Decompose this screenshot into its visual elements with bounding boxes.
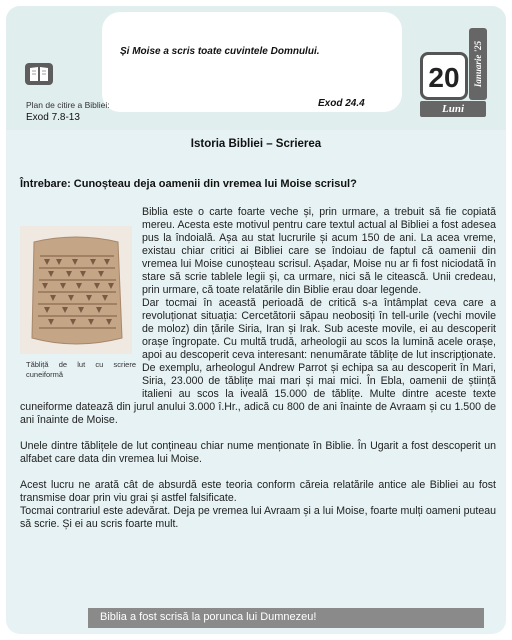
paragraph: Unele dintre tăblițele de lut conțineau chiar nume menționate în Biblie. În Ugarit a fost descoperit un alfabet care data din vremea lui Moise. bbox=[20, 440, 496, 465]
footer-text: Biblia a fost scrisă la porunca lui Dumnezeu! bbox=[100, 611, 317, 623]
figure bbox=[20, 226, 136, 394]
page-title: Istoria Bibliei – Scrierea bbox=[190, 138, 322, 150]
verse-reference: Exod 24.4 bbox=[318, 98, 365, 109]
question-heading: Întrebare: Cunoșteau deja oamenii din vremea lui Moise scrisul? bbox=[20, 178, 357, 190]
reading-plan-label: Plan de citire a Bibliei: bbox=[26, 100, 110, 110]
figure-caption: Tăbliță de lut cu scriere cuneiformă bbox=[26, 360, 136, 379]
paragraph: Tocmai contrariul este adevărat. Deja pe vremea lui Avraam și a lui Moise, foarte mulți oameni puteau să scrie. Și ei au scris foarte mult. bbox=[20, 505, 496, 530]
paragraph: Acest lucru ne arată cât de absurdă este teoria conform căreia relatările antice ale Bibliei au fost transmise doar prin viu grai și astfel falsificate. bbox=[20, 479, 496, 504]
article-body bbox=[20, 206, 496, 544]
paragraph-1-intro: Biblia este o carte foarte veche și, prin urmare, a trebuit să fie copiată mereu. Acesta este motivul pentru care textul actual al Bibliei a fost adesea pus la îndoială. Așa au stat lucrurile și acum 150 de ani. La acea vreme, existau chiar critici ai Bibliei care se îndoiau de faptul că oamenii din vremea lui Moise cunoșteau scrisul. Așadar, Moise nu ar fi fost niciodată în stare să scrie tablele legii și, ca urmare, nici să le citească. Unii credeau, prin urmare, că toate relatările din Biblie erau doar legende. bbox=[142, 206, 496, 296]
date-month bbox=[469, 28, 487, 100]
date-month-label: Ianuarie '25 bbox=[473, 40, 483, 88]
paragraph bbox=[20, 206, 496, 427]
verse-box bbox=[102, 12, 402, 112]
clay-tablet-image bbox=[20, 226, 132, 354]
verse-text: Și Moise a scris toate cuvintele Domnului. bbox=[120, 46, 320, 57]
open-book-icon bbox=[24, 62, 54, 86]
date-day: 20 bbox=[420, 52, 468, 100]
reading-plan-reference: Exod 7.8-13 bbox=[26, 112, 80, 123]
paragraph-1-continuation: Dar tocmai în această perioadă de critică s-a întâmplat ceva care a revoluționat situația: Cercetătorii săpau neobosiți în tell-urile (vechi movile de moloz) din țările Siria, Iran și Irak. Sub aceste movile, ei au descoperit orașe îngropate. Cu multă trudă, arheologii au scos la lumină acele orașe, apoi au descoperit ceva interesant: nenumărate tăblițe de lut inscripționate. De exemplu, arheologul Andrew Parrot și echipa sa au descoperit în Mari, Siria, 23.000 de tăblițe mai mari și mai mici. În Ebla, oamenii de știință italieni au scos la iveală 15.000 de tăblițe. Multe dintre aceste texte cuneiforme datează din jurul anului 3.000 î.Hr., adică cu 800 de ani înainte de Avraam și cu 1.500 de ani înainte de Moise. bbox=[20, 297, 496, 426]
date-weekday: Luni bbox=[420, 101, 486, 117]
